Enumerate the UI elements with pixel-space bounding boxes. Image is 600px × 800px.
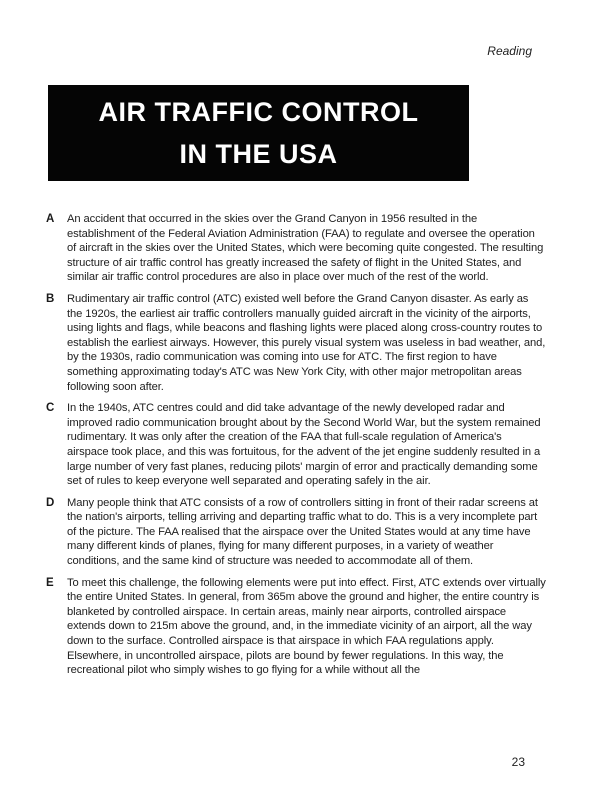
paragraph-text: In the 1940s, ATC centres could and did take advantage of the newly developed radar and improved radio communication brought about by the Second World War, but the system remained rudimentary. It was only after the creation of the FAA that full-scale regulation of America's airspace took place, and this was fortuitous, for the advent of the jet engine suddenly resulted in a large number of very fast planes, reducing pilots' margin of error and practically demanding some set of rules to keep everyone well separated and operating safely in the air.	[67, 402, 541, 488]
paragraph-text: An accident that occurred in the skies over the Grand Canyon in 1956 resulted in the establishment of the Federal Aviation Administration (FAA) to regulate and oversee the operation of aircraft in the skies over the United States, which were becoming quite congested. The resulting structure of air traffic control has greatly increased the safety of flight in the United States, and similar air traffic control procedures are also in place over much of the rest of the world.	[67, 213, 544, 284]
paragraph-b	[46, 292, 546, 394]
paragraph-a	[46, 212, 546, 285]
paragraph-text: Rudimentary air traffic control (ATC) existed well before the Grand Canyon disaster. As early as the 1920s, the earliest air traffic controllers manually guided aircraft in the vicinity of the airports, using lights and flags, while beacons and flashing lights were placed along cross-country routes to establish the earliest airways. However, this purely visual system was useless in bad weather, and, by the 1930s, radio communication was coming into use for ATC. The first region to have something approximating today's ATC was New York City, with other major metropolitan areas following soon after.	[67, 292, 546, 393]
paragraph-letter: E	[46, 576, 54, 589]
title-line-2: IN THE USA	[179, 139, 338, 169]
page-number: 23	[511, 755, 525, 769]
title-line-1: AIR TRAFFIC CONTROL	[98, 97, 419, 127]
paragraph-letter: D	[46, 496, 55, 509]
paragraph-letter: B	[46, 292, 55, 305]
article-body	[46, 212, 546, 685]
section-label: Reading	[487, 44, 532, 58]
paragraph-d	[46, 496, 546, 569]
paragraph-letter: A	[46, 213, 55, 225]
paragraph-text: To meet this challenge, the following elements were put into effect. First, ATC extends over virtually the entire United States. In general, from 365m above the ground and higher, the entire country is blanketed by controlled airspace. In certain areas, mainly near airports, controlled airspace extends down to 215m above the ground, and, in the immediate vicinity of an airport, all the way down to the surface. Controlled airspace is that airspace in which FAA regulations apply. Elsewhere, in uncontrolled airspace, pilots are bound by fewer regulations. In this way, the recreational pilot who simply wishes to go flying for a while without all the	[67, 576, 546, 677]
paragraph-letter: C	[46, 402, 55, 415]
title-banner	[48, 85, 469, 181]
paragraph-c	[46, 401, 546, 489]
paragraph-e	[46, 576, 546, 678]
paragraph-text: Many people think that ATC consists of a row of controllers sitting in front of their radar screens at the nation's airports, telling arriving and departing traffic what to do. This is a very incomplete part of the picture. The FAA realised that the airspace over the United States would at any time have many different kinds of planes, flying for many different purposes, in a variety of weather conditions, and the same kind of structure was needed to accommodate all of them.	[67, 496, 538, 568]
